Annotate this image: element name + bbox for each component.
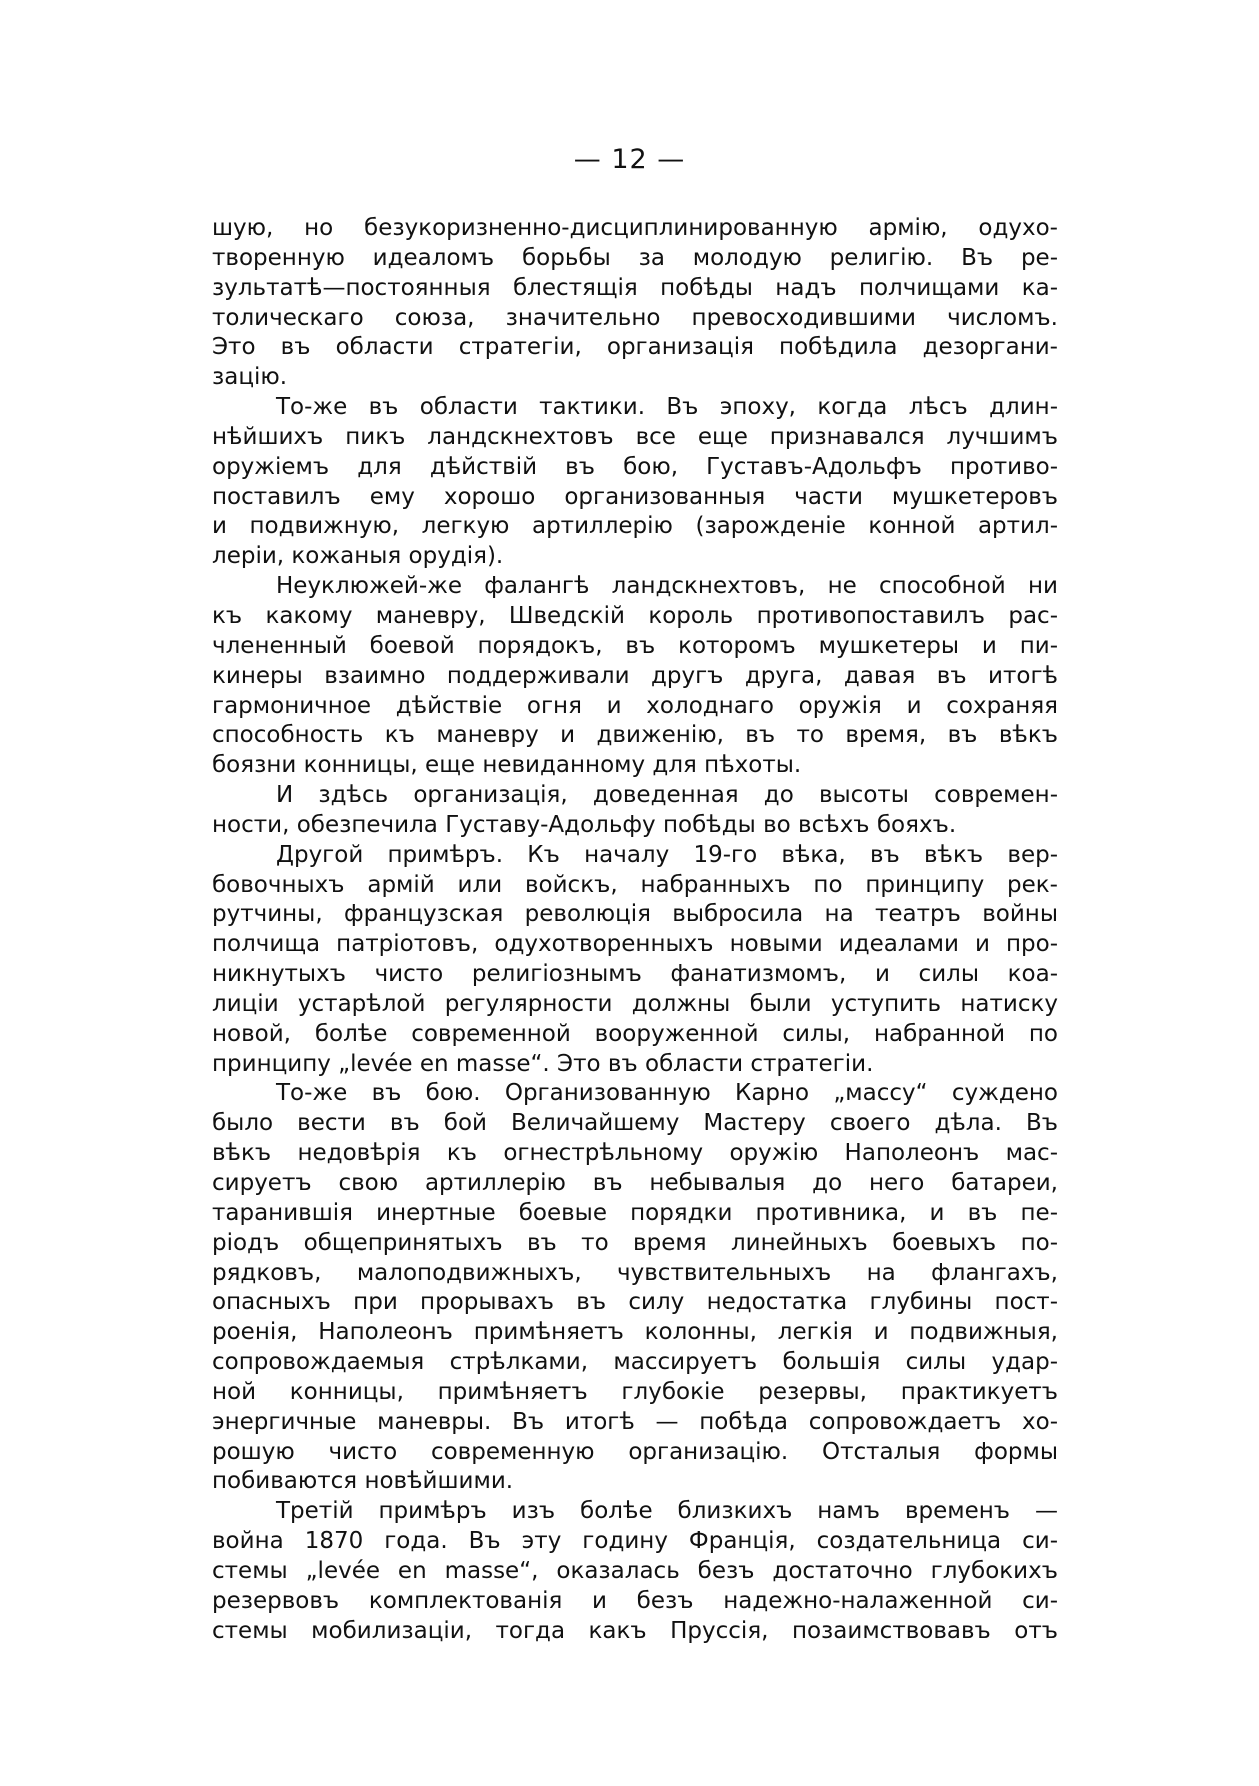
text-line: къ какому маневру, Шведскій король противопоставилъ рас- — [212, 602, 1058, 629]
text-line: толическаго союза, значительно превосходившими числомъ. — [212, 304, 1058, 331]
text-line: То-же въ бою. Организованную Карно „массу“ суждено — [276, 1080, 1058, 1107]
text-line: резервовъ комплектованія и безъ надежно-налаженной си- — [212, 1587, 1058, 1614]
text-line: сопровождаемыя стрѣлками, массируетъ большія силы удар- — [212, 1349, 1058, 1376]
text-line: леріи, кожаныя орудія). — [212, 543, 504, 570]
text-line: Неуклюжей-же фалангѣ ландскнехтовъ, не способной ни — [276, 573, 1058, 600]
text-line: принципу „levée en masse“. Это въ области стратегіи. — [212, 1050, 874, 1077]
text-line: ной конницы, примѣняетъ глубокіе резервы, практикуетъ — [212, 1378, 1058, 1405]
text-line: поставилъ ему хорошо организованныя части мушкетеровъ — [212, 483, 1058, 510]
text-line: стемы „levée en masse“, оказалась безъ достаточно глубокихъ — [212, 1557, 1058, 1584]
text-line: кинеры взаимно поддерживали другъ друга, давая въ итогѣ — [212, 662, 1058, 689]
text-line: творенную идеаломъ борьбы за молодую религію. Въ ре- — [212, 244, 1058, 271]
text-line: стемы мобилизаціи, тогда какъ Пруссія, позаимствовавъ отъ — [212, 1617, 1058, 1644]
text-line: рядковъ, малоподвижныхъ, чувствительныхъ на флангахъ, — [212, 1259, 1058, 1286]
text-line: вѣкъ недовѣрія къ огнестрѣльному оружію Наполеонъ мас- — [212, 1140, 1058, 1167]
text-line: таранившія инертные боевые порядки противника, и въ пе- — [212, 1199, 1058, 1226]
text-line: ности, обезпечила Густаву-Адольфу побѣды во всѣхъ бояхъ. — [212, 811, 957, 838]
text-line: способность къ маневру и движенію, въ то время, въ вѣкъ — [212, 722, 1058, 749]
text-line: полчища патріотовъ, одухотворенныхъ новыми идеалами и про- — [212, 931, 1058, 958]
text-line: и подвижную, легкую артиллерію (зарожденіе конной артил- — [212, 513, 1058, 540]
text-line: И здѣсь организація, доведенная до высоты современ- — [276, 782, 1058, 809]
text-line: бовочныхъ армій или войскъ, набранныхъ по принципу рек- — [212, 871, 1058, 898]
text-line: зацію. — [212, 364, 288, 391]
text-line: война 1870 года. Въ эту годину Франція, создательница си- — [212, 1528, 1058, 1555]
text-line: То-же въ области тактики. Въ эпоху, когда лѣсъ длин- — [276, 394, 1058, 421]
page-number: — 12 — — [573, 144, 686, 175]
text-line: гармоничное дѣйствіе огня и холоднаго оружія и сохраняя — [212, 692, 1058, 719]
text-line: боязни конницы, еще невиданному для пѣхоты. — [212, 752, 802, 779]
text-line: лиціи устарѣлой регулярности должны были уступить натиску — [212, 990, 1058, 1017]
text-line: оружіемъ для дѣйствій въ бою, Густавъ-Адольфъ противо- — [212, 453, 1058, 480]
text-line: члененный боевой порядокъ, въ которомъ мушкетеры и пи- — [212, 632, 1058, 659]
text-line: новой, болѣе современной вооруженной силы, набранной по — [212, 1020, 1058, 1047]
text-line: побиваются новѣйшими. — [212, 1468, 514, 1495]
text-line: Это въ области стратегіи, организація побѣдила дезоргани- — [212, 334, 1058, 361]
text-line: опасныхъ при прорывахъ въ силу недостатка глубины пост- — [212, 1289, 1058, 1316]
text-line: рутчины, французская революція выбросила на театръ войны — [212, 901, 1058, 928]
text-line: ріодъ общепринятыхъ въ то время линейныхъ боевыхъ по- — [212, 1229, 1058, 1256]
text-line: рошую чисто современную организацію. Отсталыя формы — [212, 1438, 1058, 1465]
body-text — [212, 214, 1058, 1647]
text-line: Третій примѣръ изъ болѣе близкихъ намъ временъ — — [276, 1498, 1058, 1525]
text-line: нѣйшихъ пикъ ландскнехтовъ все еще признавался лучшимъ — [212, 423, 1058, 450]
text-line: никнутыхъ чисто религіознымъ фанатизмомъ, и силы коа- — [212, 961, 1058, 988]
text-line: энергичные маневры. Въ итогѣ — побѣда сопровождаетъ хо- — [212, 1408, 1058, 1435]
text-line: было вести въ бой Величайшему Мастеру своего дѣла. Въ — [212, 1110, 1058, 1137]
text-line: зультатѣ—постоянныя блестящія побѣды надъ полчищами ка- — [212, 274, 1058, 301]
text-line: Другой примѣръ. Къ началу 19-го вѣка, въ вѣкъ вер- — [276, 841, 1058, 868]
text-line: шую, но безукоризненно-дисциплинированную армію, одухо- — [212, 215, 1058, 241]
text-line: сируетъ свою артиллерію въ небывалыя до него батареи, — [212, 1170, 1058, 1196]
text-line: роенія, Наполеонъ примѣняетъ колонны, легкія и подвижныя, — [212, 1319, 1058, 1346]
